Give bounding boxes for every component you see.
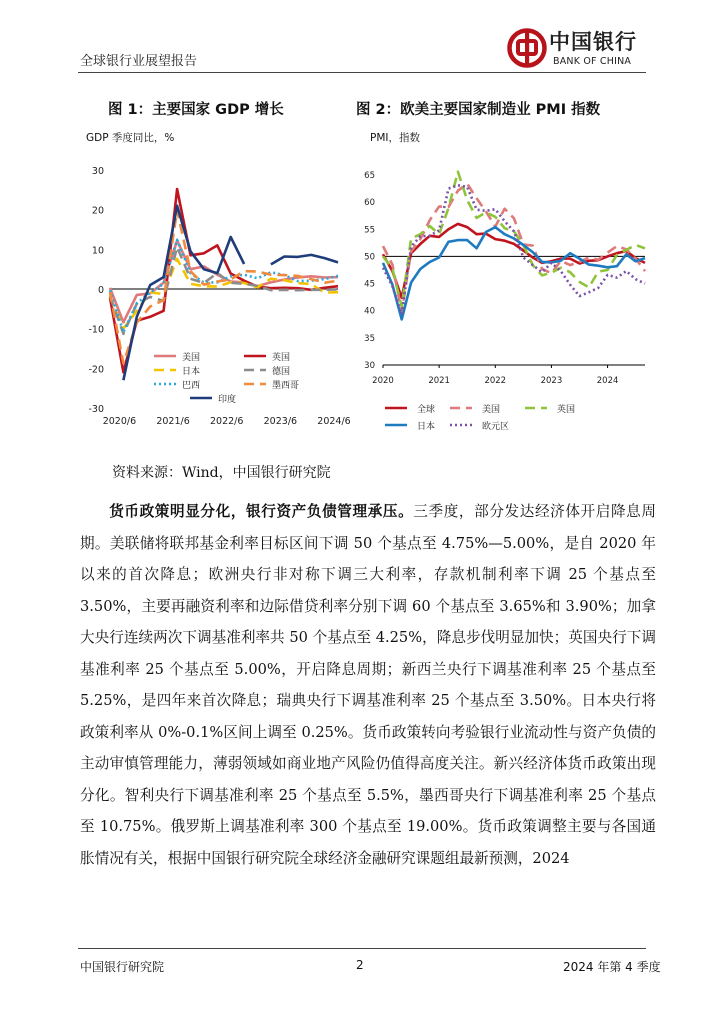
legend-label-2: 英国 xyxy=(557,405,576,415)
body-text: 三季度，部分发达经济体开启降息周期。美联储将联邦基金利率目标区间下调 50 个基点至 4.75%—5.00%，是自 2020 年以来的首次降息；欧洲央行非对称下调三大利率，存款机制利率下调 25 个基点至 3.50%，主要再融资利率和边际借贷利率分别下调 60 个基点至 3.65%和 3.90%；加拿大央行连续两次下调基准利率共 50 个基点至 4.25%，降息步伐明显加快；英国央行下调基准利率 25 个基点至 5.00%，开启降息周期；新西兰央行下调基准利率 25 个基点至 5.25%，是四年来首次降息；瑞典央行下调基准利率 25 个基点至 3.50%。日本央行将政策利率从 0%-0.1%区间上调至 0.25%。货币政策转向考验银行业流动性与资产负债的主动审慎管理能力，薄弱领域如商业地产风险仍值得高度关注。新兴经济体货币政策出现分化。智利央行下调基准利率 25 个基点至 5.5%，墨西哥央行下调基准利率 25 个基点至 10.75%。俄罗斯上调基准利率 300 个基点至 19.00%。货币政策调整主要与各国通胀情况有关，根据中国银行研究院全球经济金融研究课题组最新预测，2024 xyxy=(80,503,656,867)
bank-logo xyxy=(507,26,647,72)
pmi-chart xyxy=(355,165,655,437)
series-line-6-1 xyxy=(271,255,338,265)
gdp-growth-chart xyxy=(80,158,355,430)
logo-name-cn: 中国银行 xyxy=(549,30,637,54)
y-tick-label: 65 xyxy=(364,171,375,181)
y-tick-label: -30 xyxy=(88,404,104,415)
x-tick-label: 2024/6 xyxy=(317,416,351,427)
y-tick-label: -20 xyxy=(88,364,104,376)
y-tick-label: 0 xyxy=(97,285,104,296)
y-tick-label: 30 xyxy=(91,166,104,177)
figure1-unit: GDP 季度同比，% xyxy=(86,132,175,144)
y-tick-label: 55 xyxy=(364,225,375,236)
legend-label-2: 日本 xyxy=(182,367,201,377)
x-tick-label: 2022 xyxy=(484,376,507,386)
legend-label-3: 日本 xyxy=(417,422,436,432)
page-number: 2 xyxy=(356,958,364,972)
figure1-title: 图 1：主要国家 GDP 增长 xyxy=(108,102,284,118)
footer-divider xyxy=(78,948,646,949)
y-tick-label: 60 xyxy=(364,198,375,209)
series-line-1-0 xyxy=(383,184,645,312)
y-tick-label: 35 xyxy=(364,333,375,344)
figure2-title: 图 2：欧美主要国家制造业 PMI 指数 xyxy=(356,102,601,118)
logo-name-en: BANK OF CHINA xyxy=(553,56,632,67)
legend-label-4: 巴西 xyxy=(182,381,201,391)
legend-label-5: 墨西哥 xyxy=(272,381,300,391)
x-tick-label: 2021 xyxy=(428,376,450,386)
legend-label-0: 全球 xyxy=(417,405,436,415)
header-divider xyxy=(78,72,646,73)
series-line-5-0 xyxy=(110,210,338,363)
x-tick-label: 2020/6 xyxy=(102,416,137,427)
legend-label-0: 美国 xyxy=(182,353,201,363)
body-lead: 货币政策明显分化，银行资产负债管理承压。 xyxy=(109,503,414,520)
y-tick-label: 30 xyxy=(364,361,375,371)
x-tick-label: 2023 xyxy=(540,376,563,386)
body-paragraph xyxy=(80,496,656,874)
y-tick-label: 50 xyxy=(364,252,375,263)
x-tick-label: 2021/6 xyxy=(156,416,190,427)
x-tick-label: 2024 xyxy=(596,376,619,386)
y-tick-label: 40 xyxy=(364,306,375,317)
bank-of-china-emblem-icon xyxy=(507,28,547,68)
source-note: 资料来源：Wind，中国银行研究院 xyxy=(112,465,331,481)
figure2-unit: PMI，指数 xyxy=(370,132,420,144)
x-tick-label: 2022/6 xyxy=(209,416,244,427)
footer-period: 2024 年第 4 季度 xyxy=(563,960,661,974)
report-title: 全球银行业展望报告 xyxy=(80,54,198,69)
legend-label-1: 英国 xyxy=(272,353,291,363)
legend-label-1: 美国 xyxy=(482,405,501,415)
y-tick-label: 10 xyxy=(91,245,104,257)
series-line-4-0 xyxy=(383,185,645,314)
y-tick-label: 20 xyxy=(91,205,104,217)
footer-org: 中国银行研究院 xyxy=(80,960,165,974)
y-tick-label: -10 xyxy=(88,324,104,336)
legend-label-4: 欧元区 xyxy=(482,422,510,432)
x-tick-label: 2023/6 xyxy=(263,416,298,427)
y-tick-label: 45 xyxy=(364,279,375,290)
legend-label-3: 德国 xyxy=(272,367,291,377)
legend-label-6: 印度 xyxy=(218,395,237,405)
x-tick-label: 2020 xyxy=(372,376,394,386)
